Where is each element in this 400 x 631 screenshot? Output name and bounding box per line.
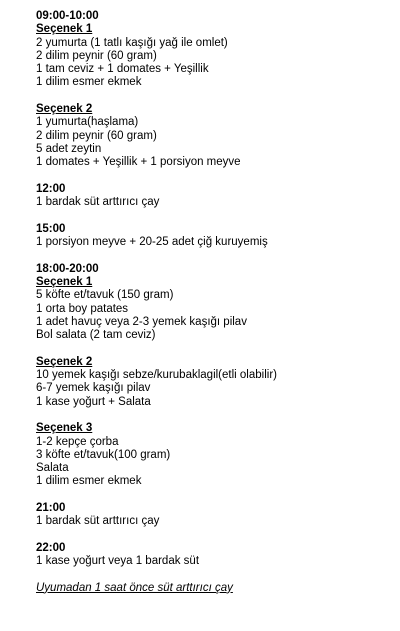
list-item: 1 dilim esmer ekmek <box>36 76 142 89</box>
list-item: 2 dilim peynir (60 gram) <box>36 49 157 62</box>
spacer <box>36 209 400 222</box>
footer-note: Uyumadan 1 saat önce süt arttırıcı çay <box>36 581 233 594</box>
option-label: Seçenek 2 <box>36 103 93 116</box>
list-item: 2 yumurta (1 tatlı kaşığı yağ ile omlet) <box>36 36 228 49</box>
list-item: 3 köfte et/tavuk(100 gram) <box>36 448 171 461</box>
list-item: 1 adet havuç veya 2-3 yemek kaşığı pilav <box>36 315 247 328</box>
spacer <box>36 90 400 103</box>
list-item: 1 kase yoğurt veya 1 bardak süt <box>36 555 200 568</box>
list-item: Salata <box>36 462 69 475</box>
time-heading: 21:00 <box>36 501 66 514</box>
time-heading: 12:00 <box>36 182 66 195</box>
list-item: 1 orta boy patates <box>36 302 129 315</box>
time-heading: 18:00-20:00 <box>36 262 99 275</box>
time-heading: 09:00-10:00 <box>36 10 99 22</box>
option-label: Seçenek 3 <box>36 422 93 435</box>
list-item: 1 domates + Yeşillik + 1 porsiyon meyve <box>36 156 241 169</box>
spacer <box>36 249 400 262</box>
list-item: 5 köfte et/tavuk (150 gram) <box>36 289 174 302</box>
list-item: 1-2 kepçe çorba <box>36 435 119 448</box>
option-label: Seçenek 1 <box>36 23 93 36</box>
spacer <box>36 529 400 542</box>
list-item: 1 yumurta(haşlama) <box>36 116 139 129</box>
spacer <box>36 489 400 502</box>
list-item: 1 bardak süt arttırıcı çay <box>36 196 160 209</box>
list-item: 10 yemek kaşığı sebze/kurubaklagil(etli olabilir) <box>36 369 277 382</box>
spacer <box>36 342 400 355</box>
list-item: 1 bardak süt arttırıcı çay <box>36 515 160 528</box>
list-item: 1 dilim esmer ekmek <box>36 475 142 488</box>
list-item: Bol salata (2 tam ceviz) <box>36 329 156 342</box>
list-item: 1 kase yoğurt + Salata <box>36 395 151 408</box>
option-label: Seçenek 1 <box>36 275 93 288</box>
spacer <box>36 170 400 183</box>
list-item: 1 tam ceviz + 1 domates + Yeşillik <box>36 63 209 76</box>
option-label: Seçenek 2 <box>36 355 93 368</box>
time-heading: 22:00 <box>36 541 66 554</box>
time-heading: 15:00 <box>36 222 66 235</box>
spacer <box>36 568 400 581</box>
list-item: 6-7 yemek kaşığı pilav <box>36 382 151 395</box>
list-item: 2 dilim peynir (60 gram) <box>36 129 157 142</box>
list-item: 5 adet zeytin <box>36 142 102 155</box>
spacer <box>36 409 400 422</box>
list-item: 1 porsiyon meyve + 20-25 adet çiğ kuruyemiş <box>36 236 268 249</box>
